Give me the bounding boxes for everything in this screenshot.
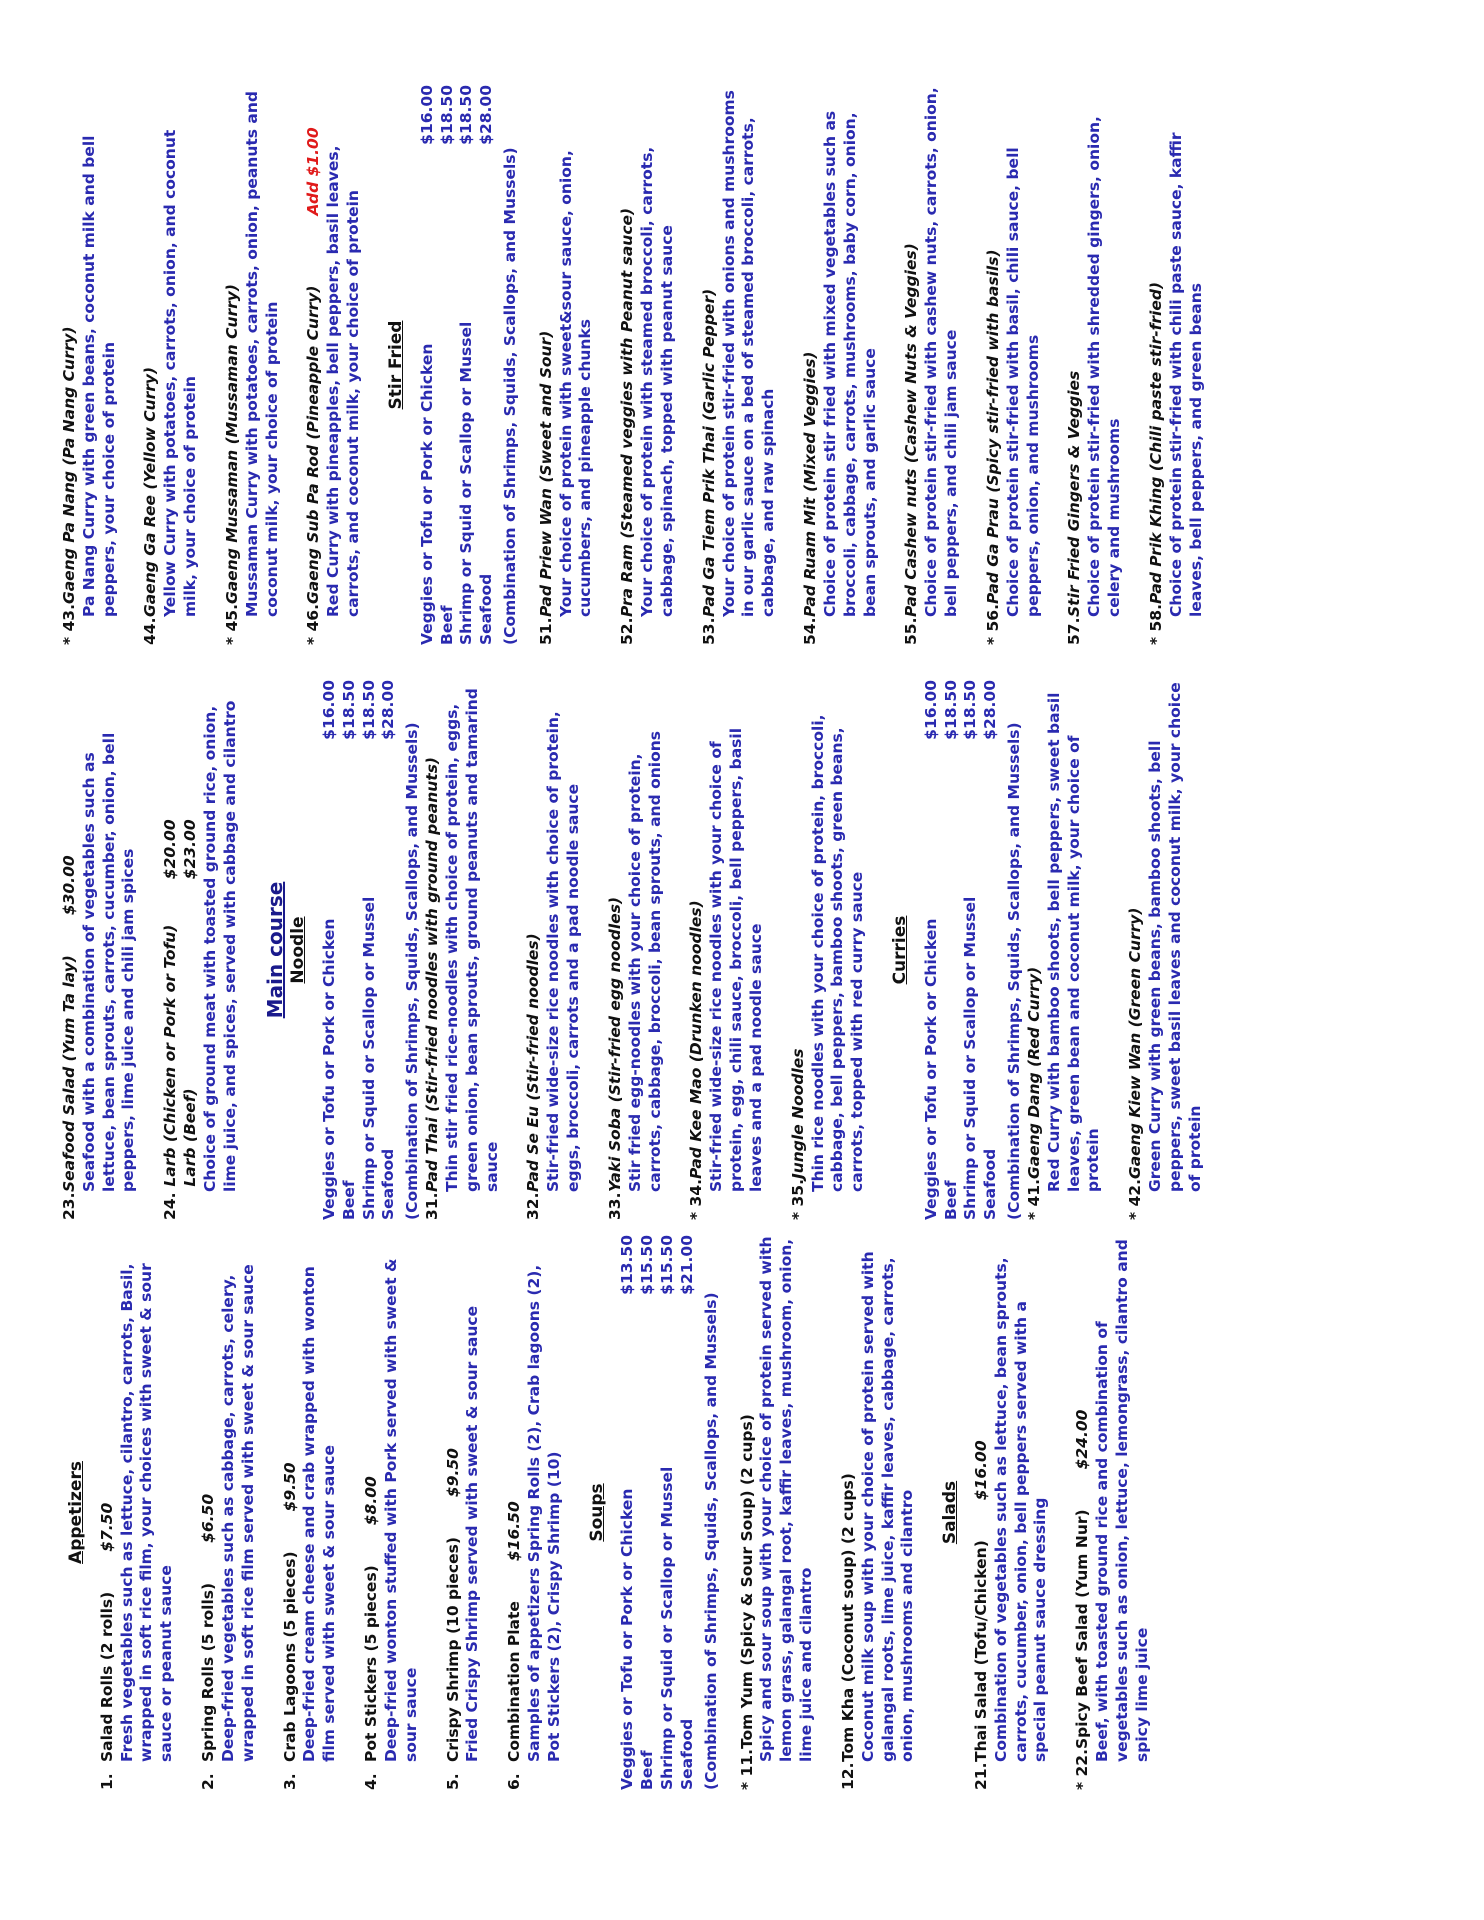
item-number: 24.	[161, 1192, 180, 1220]
item-description: Coconut milk soup with your choice of protein served with galangal roots, lime juice, kaffir leaves, cabbage, carrots, onion, mushrooms and cilantro	[858, 1251, 917, 1762]
item-number: 33.	[605, 1192, 624, 1220]
item-number: 3.	[280, 1773, 299, 1790]
item-description: Your choice of protein with steamed broccoli, carrots, cabbage, spinach, topped with peanut sauce	[638, 146, 676, 617]
price-value: $15.50	[638, 1235, 657, 1295]
item-title: Gaeng Kiew Wan (Green Curry)	[1126, 907, 1145, 1180]
item-title: Thai Salad (Tofu/Chicken)	[971, 1540, 990, 1762]
price-row	[618, 1235, 638, 1790]
item-title: Tom Kha (Coconut soup) (2 cups)	[838, 1473, 857, 1762]
item-description: Spicy and sour soup with your choice of protein served with lemon grass, galangal root, kaffir leaves, mushroom, onion, lime juice and cilantro	[757, 1236, 816, 1762]
item-description: Samples of appetizers Spring Rolls (2), Crab lagoons (2), Pot Stickers (2), Crispy Shrimp (10)	[525, 1264, 563, 1762]
menu-item	[606, 680, 665, 1220]
price-value: $18.50	[359, 680, 378, 740]
item-price: $16.00	[971, 1440, 990, 1501]
item-number: 31.	[423, 1192, 442, 1220]
item-number: * 34.	[687, 1179, 706, 1220]
price-label: Veggies or Tofu or Pork or Chicken	[921, 918, 940, 1220]
item-title: Pad Se Eu (Stir-fried noodles)	[524, 933, 543, 1192]
item-description: Choice of protein stir-fried with basil, chili sauce, bell peppers, onion, and mushrooms	[1003, 147, 1042, 617]
item-price: $9.50	[280, 1462, 299, 1512]
price-row	[438, 85, 458, 645]
appetizers-list	[98, 1235, 565, 1790]
price-label: Beef	[339, 1180, 358, 1220]
item-title: Pad Priew Wan (Sweet and Sour)	[536, 330, 555, 617]
item-number: * 11.	[737, 1749, 756, 1790]
price-value: $18.50	[961, 680, 980, 740]
stir-fried-heading: Stir Fried	[385, 320, 406, 410]
item-number: * 58.	[1146, 604, 1165, 645]
menu-item	[60, 680, 139, 1220]
item-description: Thin stir fried rice-noodles with choice of protein, eggs, green onion, bean sprouts, ground peanuts and tamarind sauce	[442, 688, 501, 1192]
price-label: Beef	[638, 1750, 657, 1790]
item-number: * 22.	[1073, 1749, 1092, 1790]
menu-item	[972, 1235, 1051, 1790]
price-row	[477, 85, 497, 645]
price-value: $28.00	[379, 680, 398, 740]
menu-item	[801, 85, 880, 645]
price-label: Beef	[941, 1180, 960, 1220]
menu-item	[423, 680, 502, 1220]
item-title-2: Larb (Beef)	[181, 1088, 200, 1187]
curries-list-cont	[60, 85, 364, 645]
item-number: 21.	[971, 1762, 990, 1790]
item-title: Gaeng Pa Nang (Pa Nang Curry)	[60, 326, 78, 605]
price-value: $28.00	[477, 85, 496, 145]
item-title: Combination Plate	[505, 1601, 524, 1762]
item-description: Stir fried egg-noodles with your choice of protein, carrots, cabbage, broccoli, bean sprouts, and onions	[625, 731, 664, 1192]
price-value: $18.50	[941, 680, 960, 740]
menu-column-2	[60, 680, 1228, 1220]
price-label: Shrimp or Squid or Scallop or Mussel	[961, 896, 980, 1220]
item-title: Salad Rolls (2 rolls)	[97, 1591, 116, 1762]
item-price: $20.00	[161, 819, 180, 880]
menu-item	[141, 85, 200, 645]
item-description: Red Curry with pineapples, bell peppers, basil leaves, carrots, and coconut milk, your choice of protein	[324, 145, 363, 617]
item-price: $24.00	[1073, 1409, 1092, 1470]
item-price: $8.00	[362, 1476, 381, 1526]
menu-item	[1073, 1235, 1152, 1790]
item-description: Seafood with a combination of vegetables such as lettuce, bean sprouts, carrots, cucumber, onion, bell peppers, lime juice and chili jam spices	[79, 732, 138, 1192]
price-row	[942, 680, 962, 1220]
item-description: Your choice of protein with sweet&sour sauce, onion, cucumbers, and pineapple chunks	[556, 150, 595, 617]
menu-item	[687, 680, 766, 1220]
menu-item	[1065, 85, 1124, 645]
menu-item	[524, 680, 583, 1220]
item-number: * 35.	[788, 1179, 807, 1220]
item-description: Your choice of protein stir-fried with onions and mushrooms in our garlic sauce on a bed of steamed broccoli, carrots, cabbage, and raw spinach	[719, 90, 778, 617]
salads-heading: Salads	[940, 1480, 961, 1545]
menu-item	[199, 1235, 258, 1790]
menu-item	[618, 85, 677, 645]
menu-item	[839, 1235, 918, 1790]
main-course-heading: Main course	[262, 881, 287, 1019]
item-title: Pra Ram (Steamed veggies with Peanut sauce)	[618, 207, 637, 617]
item-number: 52.	[618, 617, 637, 645]
item-description: Deep-fried wonton stuffed with Pork served with sweet & sour sauce	[381, 1258, 420, 1762]
item-description: Mussaman Curry with potatoes, carrots, onion, peanuts and coconut milk, your choice of protein	[242, 90, 281, 617]
menu-item	[537, 85, 596, 645]
stir-fried-price-list	[418, 85, 497, 645]
price-label: Beef	[437, 605, 456, 645]
noodle-price-list	[320, 680, 399, 1220]
item-number: 1.	[97, 1773, 116, 1790]
item-price: $7.50	[97, 1502, 116, 1552]
price-row	[638, 1235, 658, 1790]
item-number: 5.	[443, 1773, 462, 1790]
curries-list	[1025, 680, 1206, 1220]
item-price: $30.00	[60, 855, 78, 916]
price-row	[379, 680, 399, 1220]
soup-price-list	[618, 1235, 697, 1790]
price-value: $18.50	[437, 85, 456, 145]
menu-item	[281, 1235, 340, 1790]
item-title: Gaeng Sub Pa Rod (Pineapple Curry)	[304, 285, 323, 605]
curry-price-list	[922, 680, 1001, 1220]
item-title: Gaeng Mussaman (Mussaman Curry)	[222, 284, 241, 605]
item-number: 6.	[505, 1773, 524, 1790]
menu-item	[444, 1235, 484, 1790]
price-row	[922, 680, 942, 1220]
price-row	[360, 680, 380, 1220]
menu-item	[362, 1235, 421, 1790]
price-value: $16.00	[417, 85, 436, 145]
menu-item	[304, 85, 363, 645]
menu-item	[1147, 85, 1206, 645]
salads-list	[972, 1235, 1153, 1790]
item-description: Pa Nang Curry with green beans, coconut milk and bell peppers, your choice of protein	[79, 135, 118, 617]
item-number: 57.	[1065, 617, 1084, 645]
price-label: Shrimp or Squid or Scallop or Mussel	[359, 896, 378, 1220]
item-title: Spicy Beef Salad (Yum Nur)	[1073, 1509, 1092, 1750]
menu-item-larb	[161, 680, 240, 1220]
menu-item	[789, 680, 868, 1220]
item-description: Red Curry with bamboo shoots, bell peppers, sweet basil leaves, green bean and coconut milk, your choice of protein	[1044, 692, 1103, 1192]
soups-heading: Soups	[586, 1483, 607, 1542]
menu-item	[1025, 680, 1104, 1220]
price-label: Veggies or Tofu or Pork or Chicken	[319, 918, 338, 1220]
appetizers-heading: Appetizers	[66, 1461, 86, 1564]
menu-item	[700, 85, 779, 645]
price-value: $16.00	[319, 680, 338, 740]
item-number: * 56.	[983, 604, 1002, 645]
item-description: Fried Crispy Shrimp served with sweet & sour sauce	[463, 1305, 482, 1762]
curries-heading: Curries	[890, 915, 911, 985]
item-description: Beef, with toasted ground rice and combination of vegetables such as onion, lettuce, lemongrass, cilantro and spicy lime juice	[1093, 1239, 1151, 1762]
item-number: 53.	[699, 617, 718, 645]
price-label: Shrimp or Squid or Scallop or Mussel	[457, 321, 476, 645]
item-description: Green Curry with green beans, bamboo shoots, bell peppers, sweet basil leaves and coconut milk, your choice of protein	[1146, 682, 1204, 1192]
item-description: Choice of protein stir-fried with shredded gingers, onion, celery and mushrooms	[1085, 116, 1124, 617]
menu-item	[738, 1235, 817, 1790]
item-title: Spring Rolls (5 rolls)	[199, 1582, 218, 1762]
item-description: Deep-fried cream cheese and crab wrapped with wonton film served with sweet & sour sauce	[300, 1266, 339, 1762]
item-title: Pad Ga Prau (Spicy stir-fried with basils)	[983, 249, 1002, 605]
price-row	[320, 680, 340, 1220]
item-price: $16.50	[505, 1501, 524, 1562]
menu-item	[98, 1235, 177, 1790]
item-title: Pad Kee Mao (Drunken noodles)	[687, 900, 706, 1180]
item-number: 2.	[199, 1773, 218, 1790]
price-value: $21.00	[677, 1235, 696, 1295]
item-description: Choice of ground meat with toasted ground rice, onion, lime juice, and spices, served with cabbage and cilantro	[200, 700, 239, 1192]
item-number: 4.	[362, 1773, 381, 1790]
menu-item	[223, 85, 282, 645]
price-row	[457, 85, 477, 645]
item-price: $9.50	[443, 1448, 462, 1498]
menu-column-1	[60, 1235, 1175, 1790]
price-value: $18.50	[339, 680, 358, 740]
price-row	[678, 1235, 698, 1790]
item-title: Stir Fried Gingers & Veggies	[1065, 370, 1084, 617]
item-description: Stir-fried wide-size rice noodles with your choice of protein, egg, chili sauce, broccoli, bell peppers, basil leaves and a pad noodle sauce	[707, 727, 765, 1192]
item-price: Add $1.00	[304, 127, 323, 216]
item-number: 55.	[902, 617, 921, 645]
menu-item	[505, 1235, 564, 1790]
price-value: $15.50	[658, 1235, 677, 1295]
price-value: $28.00	[981, 680, 1000, 740]
menu-column-3	[60, 85, 1228, 645]
item-title: Pad Cashew nuts (Cashew Nuts & Veggies)	[902, 243, 921, 617]
item-title: Tom Yum (Spicy & Sour Soup) (2 cups)	[737, 1414, 756, 1750]
item-title: Gaeng Dang (Red Curry)	[1024, 966, 1043, 1180]
soup-combo-note: (Combination of Shrimps, Squids, Scallops, and Mussels)	[701, 1292, 720, 1790]
price-label: Veggies or Tofu or Pork or Chicken	[417, 343, 436, 645]
price-row	[418, 85, 438, 645]
item-number: * 42.	[1126, 1179, 1145, 1220]
item-description: Choice of protein stir-fried with cashew nuts, carrots, onion, bell peppers, and chili jam sauce	[922, 87, 961, 617]
item-title: Gaeng Ga Ree (Yellow Curry)	[141, 366, 160, 617]
item-number: 32.	[524, 1192, 543, 1220]
price-value: $18.50	[457, 85, 476, 145]
item-title: Larb (Chicken or Pork or Tofu)	[161, 924, 180, 1187]
price-row	[961, 680, 981, 1220]
price-label: Veggies or Tofu or Pork or Chicken	[618, 1488, 637, 1790]
item-description: Fresh vegetables such as lettuce, cilantro, carrots, Basil, wrapped in soft rice film, your choices with sweet & sour sauce or peanut sauce	[117, 1263, 176, 1762]
item-title: Seafood Salad (Yum Ta lay)	[60, 955, 78, 1192]
menu-item	[1126, 680, 1205, 1220]
item-description: Combination of vegetables such as lettuce, bean sprouts, carrots, cucumber, onion, bell peppers served with a special peanut sauce dressing	[991, 1257, 1050, 1762]
item-number: * 41.	[1024, 1179, 1043, 1220]
noodle-heading: Noodle	[288, 916, 309, 984]
item-title: Pot Stickers (5 pieces)	[362, 1565, 381, 1762]
item-number: * 45.	[222, 604, 241, 645]
item-number: 12.	[838, 1762, 857, 1790]
price-label: Seafood	[477, 573, 496, 645]
curry-combo-note: (Combination of Shrimps, Squids, Scallops, and Mussels)	[1005, 722, 1024, 1220]
item-title: Pad Prik Khing (Chili paste stir-fried)	[1146, 281, 1165, 605]
soups-list	[738, 1235, 919, 1790]
item-description: Stir-fried wide-size rice noodles with choice of protein, eggs, broccoli, carrots and a pad noodle sauce	[544, 711, 583, 1192]
price-label: Seafood	[981, 1148, 1000, 1220]
price-value: $16.00	[921, 680, 940, 740]
item-description: Choice of protein stir-fried with chili paste sauce, kaffir leaves, bell peppers, and green beans	[1166, 132, 1205, 617]
menu-item	[902, 85, 961, 645]
noodles-list	[423, 680, 868, 1220]
price-row	[658, 1235, 678, 1790]
stir-fried-list	[537, 85, 1207, 645]
stir-fried-combo-note: (Combination of Shrimps, Squids, Scallops, and Mussels)	[501, 147, 519, 645]
menu-item	[984, 85, 1043, 645]
item-number: * 43.	[60, 604, 78, 645]
price-label: Shrimp or Squid or Scallop or Mussel	[658, 1466, 677, 1790]
item-price: $6.50	[199, 1493, 218, 1543]
price-label: Seafood	[677, 1718, 696, 1790]
price-row	[981, 680, 1001, 1220]
noodle-combo-note: (Combination of Shrimps, Squids, Scallops, and Mussels)	[403, 722, 422, 1220]
item-title: Pad Ga Tiem Prik Thai (Garlic Pepper)	[699, 288, 718, 617]
item-title: Crab Lagoons (5 pieces)	[280, 1551, 299, 1762]
item-number: * 46.	[304, 604, 323, 645]
item-title: Pad Ruam Mit (Mixed Veggies)	[801, 351, 820, 617]
price-row	[340, 680, 360, 1220]
item-title: Crispy Shrimp (10 pieces)	[443, 1537, 462, 1762]
item-description: Thin rice noodles with your choice of protein, broccoli, cabbage, bell peppers, bamboo shoots, green beans, carrots, topped with red curry sauce	[808, 714, 867, 1192]
item-number: 51.	[536, 617, 555, 645]
salads-list-cont	[60, 680, 139, 1220]
item-description: Deep-fried vegetables such as cabbage, carrots, celery, wrapped in soft rice film served with sweet & sour sauce	[218, 1264, 257, 1762]
item-number: 23.	[60, 1192, 78, 1220]
item-price-2: $23.00	[181, 819, 200, 880]
price-value: $13.50	[618, 1235, 637, 1295]
item-number: 44.	[141, 617, 160, 645]
menu-item	[60, 85, 119, 645]
price-label: Seafood	[379, 1148, 398, 1220]
item-number: 54.	[801, 617, 820, 645]
item-title: Jungle Noodles	[788, 1048, 807, 1180]
item-title: Yaki Soba (Stir-fried egg noodles)	[605, 896, 624, 1192]
item-description: Choice of protein stir fried with mixed vegetables such as broccoli, cabbage, carrots, mushrooms, baby corn, onion, bean sprouts, and garlic sauce	[820, 110, 879, 617]
item-title: Pad Thai (Stir-fried noodles with ground peanuts)	[423, 757, 442, 1192]
item-description: Yellow Curry with potatoes, carrots, onion, and coconut milk, your choice of protein	[161, 129, 200, 617]
